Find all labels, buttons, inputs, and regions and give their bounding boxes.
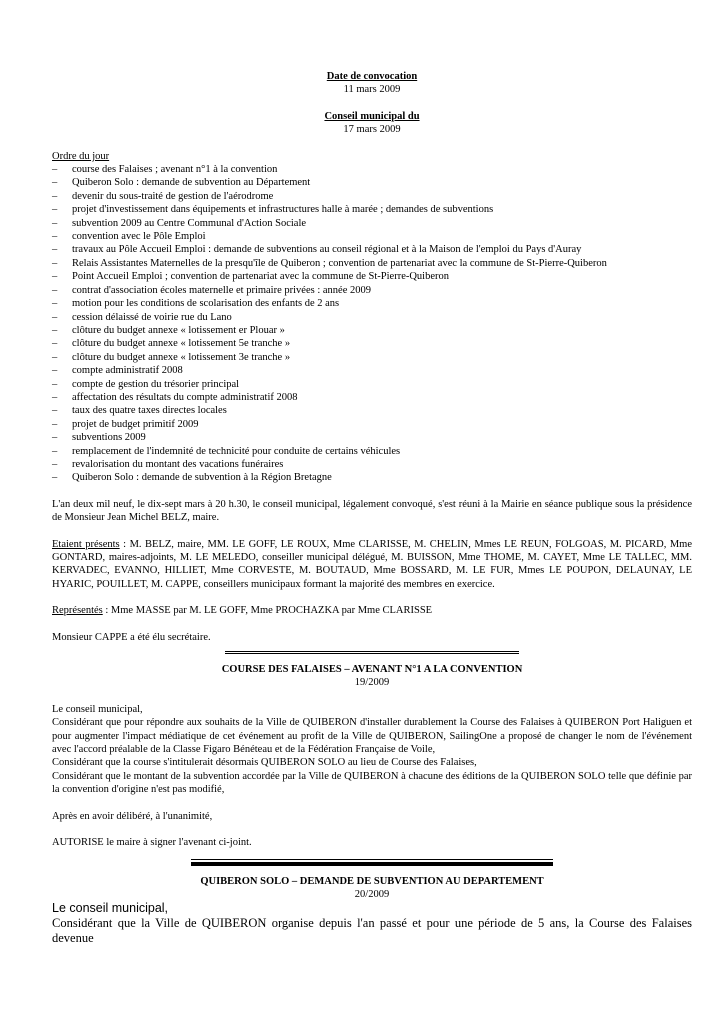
agenda-item-text: revalorisation du montant des vacations funéraires [72,458,284,470]
agenda-item [52,418,692,431]
council-label: Conseil municipal du [324,110,420,122]
agenda-item [52,297,692,310]
agenda-item-text: projet d'investissement dans équipements et infrastructures halle à marée ; demandes de subventions [72,204,494,216]
agenda-item [52,431,692,444]
agenda-item-text: affectation des résultats du compte administratif 2008 [72,391,298,403]
agenda-item [52,203,692,216]
section2-opening: Le conseil municipal, [52,901,169,916]
agenda-item [52,404,692,417]
agenda-dash: – [52,257,58,269]
agenda-item-text: course des Falaises ; avenant n°1 à la convention [72,164,278,176]
section1-opening: Le conseil municipal, [52,703,143,715]
agenda-list [52,163,692,485]
agenda-item-text: devenir du sous-traité de gestion de l'aérodrome [72,190,274,202]
section1-consid3: Considérant que le montant de la subvention accordée par la Ville de QUIBERON à chacune des éditions de la QUIBERON SOLO telle que définie par la convention d'origine n'est pas modifié, [52,770,692,796]
council-date-block [52,110,692,137]
secretary-line: Monsieur CAPPE a été élu secrétaire. [52,631,211,643]
agenda-item [52,364,692,377]
agenda-item [52,257,692,270]
agenda-dash: – [52,311,58,323]
section2-header [52,875,692,902]
agenda-dash: – [52,405,58,417]
agenda-item [52,391,692,404]
agenda-item-text: clôture du budget annexe « lotissement 3e tranche » [72,351,291,363]
agenda-item-text: projet de budget primitif 2009 [72,418,199,430]
section1-deliberation: Après en avoir délibéré, à l'unanimité, [52,810,213,822]
section1-header [52,663,692,690]
agenda-item-text: travaux au Pôle Accueil Emploi : demande de subventions au conseil régional et à la Maison de l'emploi du Pays d'Auray [72,244,582,256]
represented-text: : Mme MASSE par M. LE GOFF, Mme PROCHAZKA par Mme CLARISSE [102,605,433,617]
agenda-item-text: compte de gestion du trésorier principal [72,378,240,390]
agenda-item [52,351,692,364]
agenda-item [52,445,692,458]
agenda-dash: – [52,365,58,377]
agenda-item-text: motion pour les conditions de scolarisation des enfants de 2 ans [72,298,340,310]
presents-label: Etaient présents [52,538,120,550]
agenda-item [52,378,692,391]
agenda-item-text: Relais Assistantes Maternelles de la presqu'île de Quiberon ; convention de partenariat avec la commune de St-Pierre-Quiberon [72,257,607,269]
agenda-dash: – [52,472,58,484]
agenda-item [52,458,692,471]
agenda-dash: – [52,177,58,189]
agenda-dash: – [52,217,58,229]
agenda-dash: – [52,445,58,457]
section2-number: 20/2009 [354,888,390,900]
agenda-item [52,190,692,203]
agenda-dash: – [52,244,58,256]
agenda-dash: – [52,204,58,216]
convocation-block [52,70,692,97]
agenda-item [52,270,692,283]
agenda-dash: – [52,190,58,202]
agenda-dash: – [52,231,58,243]
agenda-item-text: compte administratif 2008 [72,365,183,377]
agenda-dash: – [52,432,58,444]
convocation-label: Date de convocation [326,71,418,82]
agenda-dash: – [52,298,58,310]
agenda-item-text: subvention 2009 au Centre Communal d'Action Sociale [72,217,307,229]
agenda-item-text: contrat d'association écoles maternelle et primaire privées : année 2009 [72,284,371,296]
section2-title: QUIBERON SOLO – DEMANDE DE SUBVENTION AU DEPARTEMENT [200,875,544,887]
agenda-item-text: Point Accueil Emploi ; convention de partenariat avec la commune de St-Pierre-Quiberon [72,271,450,283]
represented-label: Représentés [52,605,103,617]
agenda-item [52,243,692,256]
agenda-item-text: Quiberon Solo : demande de subvention à la Région Bretagne [72,472,332,484]
agenda-item-text: convention avec le Pôle Emploi [72,231,206,243]
agenda-item-text: clôture du budget annexe « lotissement er Plouar » [72,324,285,336]
agenda-item-text: subventions 2009 [72,432,146,444]
section1-consid2: Considérant que la course s'intitulerait désormais QUIBERON SOLO au lieu de Course des Falaises, [52,757,477,769]
agenda-item [52,284,692,297]
agenda-item [52,471,692,484]
agenda-dash: – [52,324,58,336]
agenda-item-text: remplacement de l'indemnité de technicité pour conduite de certains véhicules [72,445,401,457]
agenda-dash: – [52,351,58,363]
agenda-item-text: taux des quatre taxes directes locales [72,405,227,417]
council-date: 17 mars 2009 [343,124,401,136]
agenda-dash: – [52,271,58,283]
agenda-item [52,217,692,230]
agenda-item [52,324,692,337]
agenda-dash: – [52,284,58,296]
section1-consid1: Considérant que pour répondre aux souhaits de la Ville de QUIBERON d'installer durablement la Course des Falaises à QUIBERON Port Haliguen et pour augmenter l'impact médiatique de cet événement au profit de la Ville de QUIBERON, SailingOne a proposé de changer le nom de l'événement avec l'accord préalable de la Classe Figaro Bénéteau et de la Fédération Française de Voile, [52,717,692,756]
presents-paragraph [52,538,692,592]
section1-decision: AUTORISE le maire à signer l'avenant ci-joint. [52,837,252,849]
agenda-item [52,176,692,189]
agenda-dash: – [52,378,58,390]
agenda-dash: – [52,418,58,430]
represented-paragraph [52,604,692,617]
agenda-item-text: cession délaissé de voirie rue du Lano [72,311,232,323]
agenda-item-text: clôture du budget annexe « lotissement 5e tranche » [72,338,291,350]
agenda-title: Ordre du jour [52,150,110,162]
presents-text: : M. BELZ, maire, MM. LE GOFF, LE ROUX, Mme CLARISSE, M. CHELIN, Mmes LE REUN, FOLGOAS, M. PICARD, Mme GONTARD, maires-adjoints, M. LE MELEDO, conseiller municipal délégué, M. BUISSON, Mme THOME, M. CAYET, Mme LE TALLEC, MM. KERVADEC, EVANNO, HILLIET, Mme CORVESTE, M. BOUTAUD, Mme BOSSARD, M. LE FUR, Mmes LE POUPON, DELAUNAY, LE HYARIC, POUILLET, M. CAPPE, conseillers municipaux formant la majorité des membres en exercice. [52,538,692,590]
agenda-item-text: Quiberon Solo : demande de subvention au Département [72,177,311,189]
agenda-item [52,230,692,243]
agenda-item [52,337,692,350]
agenda-dash: – [52,458,58,470]
agenda-item [52,311,692,324]
convocation-date: 11 mars 2009 [343,84,401,96]
section1-number: 19/2009 [354,677,390,689]
agenda-dash: – [52,338,58,350]
agenda-dash: – [52,391,58,403]
document-page [52,70,692,946]
section1-title: COURSE DES FALAISES – AVENANT N°1 A LA CONVENTION [221,664,523,676]
agenda-item [52,163,692,176]
section-divider-thick [191,859,553,866]
agenda-dash: – [52,164,58,176]
section2-consid1: Considérant que la Ville de QUIBERON organise depuis l'an passé et pour une période de 5 ans, la Course des Falaises devenue [52,916,692,946]
intro-paragraph: L'an deux mil neuf, le dix-sept mars à 20 h.30, le conseil municipal, légalement convoqué, s'est réuni à la Mairie en séance publique sous la présidence de Monsieur Jean Michel BELZ, maire. [52,498,692,524]
